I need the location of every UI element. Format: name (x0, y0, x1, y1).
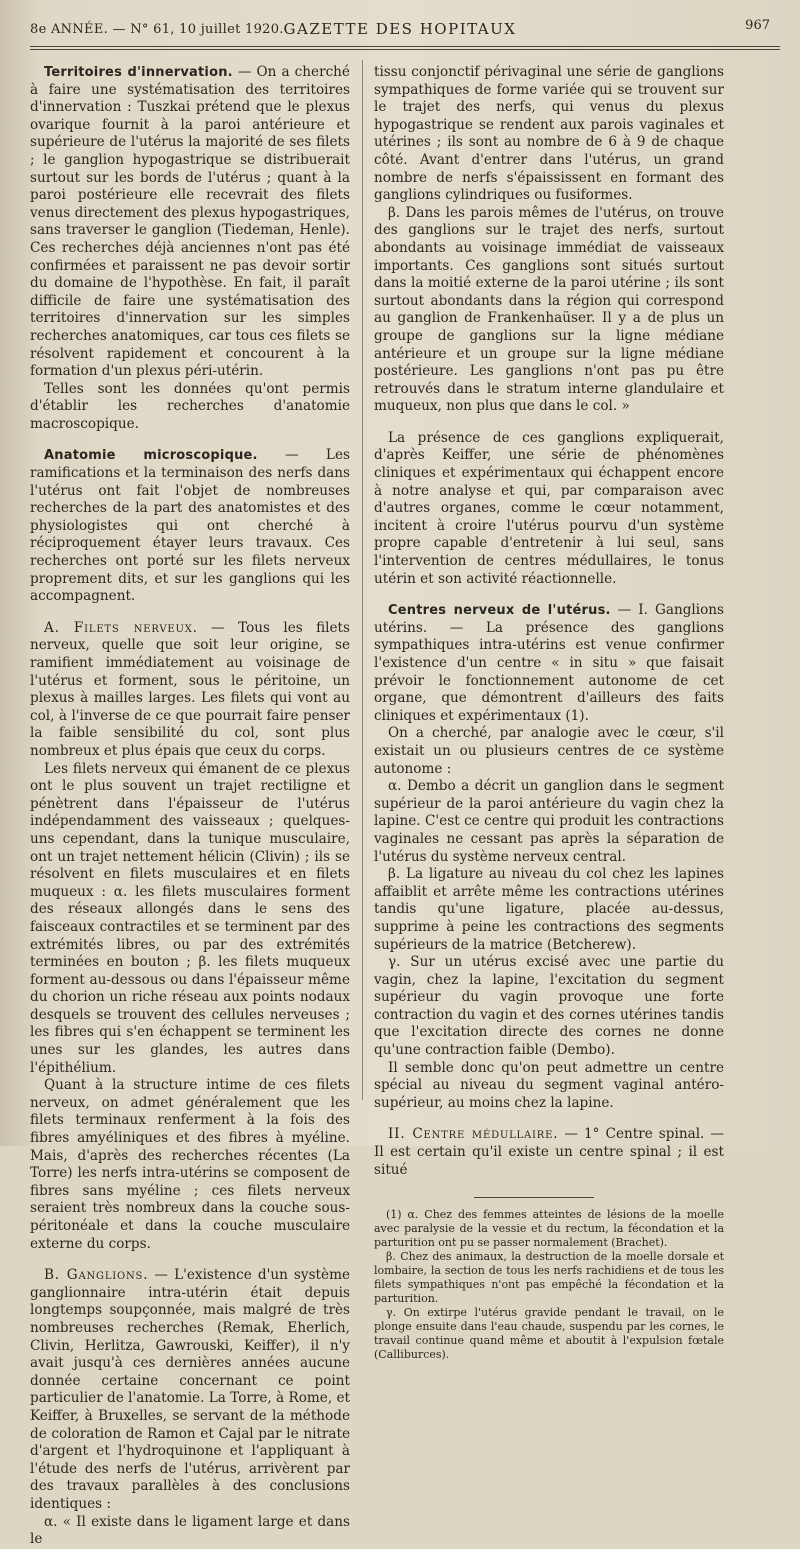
paragraph (30, 761, 350, 1078)
section-heading: Territoires d'innervation. (44, 65, 233, 80)
paragraph (30, 1077, 350, 1253)
paragraph-text: β. Dans les parois mêmes de l'utérus, on trouve des ganglions sur le trajet des nerfs, surtout abondants au voisinage immédiat de vaisseaux importants. Ces ganglions sont situés surtout dans la moitié externe de la paroi utérine ; ils sont surtout abondants dans la région qui correspond au ganglion de Frankenhaüser. Il y a de plus un groupe de ganglions sur la ligne médiane antérieure et un groupe sur la ligne médiane postérieure. Les ganglions n'ont pas pu être retrouvés dans le stratum interne glandulaire et muqueux, non plus que dans le col. » (374, 204, 724, 415)
paragraph (374, 1060, 724, 1113)
paragraph-text: Telles sont les données qu'ont permis d'établir les recherches d'anatomie macroscopique. (30, 380, 350, 432)
subsection-heading: B. Ganglions. (44, 1267, 149, 1284)
section-heading: Anatomie microscopique. (44, 448, 258, 464)
paragraph (374, 430, 724, 588)
paragraph (374, 64, 724, 205)
paragraph-text: tissu conjonctif périvaginal une série de ganglions sympathiques de forme variée qui se trouvent sur le trajet des nerfs, qui venus du plexus hypogastrique se rendent aux parois vaginales et utérines ; ils sont au nombre de 6 à 9 de chaque côté. Avant d'entrer dans l'utérus, un grand nombre de nerfs s'épaississent en formant des ganglions cylindriques ou fusiformes. (374, 64, 724, 204)
footnote: β. Chez des animaux, la destruction de la moelle dorsale et lombaire, la section de tous les nerfs rachidiens et de tous les filets sympathiques n'ont pas empêché la fécondation et la parturition. (374, 1250, 724, 1306)
section-heading: II. Centre médullaire. (388, 1126, 559, 1143)
header-rule-double (30, 49, 780, 50)
paragraph-text: La présence de ces ganglions expliquerait, d'après Keiffer, une série de phénomènes cliniques et expérimentaux qui échappent encore à notre analyse et qui, par comparaison avec d'autres organes, comme le cœur notamment, incitent à croire l'utérus pourvu d'un système propre capable d'entretenir à lui seul, sans l'intervention de centres médullaires, le tonus utérin et son activité réactionnelle. (374, 429, 724, 587)
paragraph (374, 778, 724, 866)
paragraph-text: — I. Ganglions utérins. — La présence des ganglions sympathiques intra-utérins est venue confirmer l'existence d'un centre « in situ » que faisait prévoir le fonctionnement autonome de cet organe, que démontrent d'ailleurs des faits cliniques et expérimentaux (1). (374, 602, 725, 724)
paragraph (374, 954, 724, 1060)
paragraph-text: — L'existence d'un système ganglionnaire intra-utérin était depuis longtemps soupçonnée, mais malgré de très nombreuses recherches (Remak, Eherlich, Clivin, Herlitza, Gawrouski, Keiffer), il n'y avait jusqu'à ces dernières années aucune donnée certaine concernant ce point particulier de l'anatomie. La Torre, à Rome, et Keiffer, à Bruxelles, se servant de la méthode de coloration de Ramon et Cajal par le nitrate d'argent et l'hydroquinone et l'appliquant à l'étude des nerfs de l'utérus, arrivèrent par des travaux parallèles à des conclusions identiques : (30, 1267, 350, 1512)
subsection-heading: A. Filets nerveux. (44, 619, 198, 636)
paragraph (374, 602, 724, 725)
paragraph-text: — Les ramifications et la terminaison des nerfs dans l'utérus ont fait l'objet de nombreuses recherches de la part des anatomistes et des physiologistes qui ont cherché à réciproquement étayer leurs travaux. Ces recherches ont porté sur les filets nerveux proprement dits, et sur les ganglions qui les accompagnent. (30, 447, 350, 605)
paragraph-text: α. « Il existe dans le ligament large et dans le (30, 1513, 350, 1548)
paragraph-text: γ. Sur un utérus excisé avec une partie du vagin, chez la lapine, l'excitation du segment supérieur du vagin provoque une forte contraction du vagin et des cornes utérines tandis que l'excitation directe des cornes ne donne qu'une contraction faible (Dembo). (374, 954, 724, 1059)
paragraph-text: On a cherché, par analogie avec le cœur, s'il existait un ou plusieurs centres de ce système autonome : (374, 725, 724, 777)
paragraph-text: — Tous les filets nerveux, quelle que soit leur origine, se ramifient immédiatement au voisinage de l'utérus et forment, sous le péritoine, un plexus à mailles larges. Les filets qui vont au col, à l'inverse de ce que pourrait faire penser la faible sensibilité du col, sont plus nombreux et plus épais que ceux du corps. (30, 619, 350, 759)
footnote: γ. On extirpe l'utérus gravide pendant le travail, on le plonge ensuite dans l'eau chaude, suspendu par les cornes, le travail continue quand même et aboutit à l'expulsion fœtale (Calliburces). (374, 1306, 724, 1362)
paragraph (30, 381, 350, 434)
paragraph (374, 205, 724, 416)
journal-title: GAZETTE DES HOPITAUX (283, 20, 517, 38)
issue-info: 8e ANNÉE. — N° 61, 10 juillet 1920. (30, 22, 284, 37)
paragraph (30, 64, 350, 381)
paragraph-text: Il semble donc qu'on peut admettre un centre spécial au niveau du segment vaginal antéro-supérieur, au moins chez la lapine. (374, 1059, 724, 1111)
column-divider (362, 60, 363, 1100)
left-column (30, 60, 350, 1548)
paragraph (30, 1267, 350, 1513)
right-column (374, 60, 725, 1362)
page-header (30, 18, 770, 42)
paragraph (374, 1126, 724, 1179)
paragraph-text: Quant à la structure intime de ces filets nerveux, on admet généralement que les filets terminaux renferment à la fois des fibres amyéliniques et des fibres à myéline. Mais, d'après des recherches récentes (La Torre) les nerfs intra-utérins se composent de fibres sans myéline ; ces filets nerveux seraient très nombreux dans la couche sous-péritonéale et dans la couche musculaire externe du corps. (30, 1077, 350, 1252)
paragraph (374, 866, 724, 954)
paragraph-text: Les filets nerveux qui émanent de ce plexus ont le plus souvent un trajet rectiligne et pénètrent dans l'épaisseur de l'utérus indépendamment des vaisseaux ; quelques-uns cependant, dans la tunique musculaire, ont un trajet nettement hélicin (Clivin) ; ils se résolvent en filets musculaires et en filets muqueux : α. les filets musculaires forment des réseaux allongés dans le sens des faisceaux contractiles et se terminent par des extrémités libres, ou par des extrémités terminées en bouton ; β. les filets muqueux forment au-dessous ou dans l'épaisseur même du chorion un riche réseau aux points nodaux desquels se trouvent des cellules nerveuses ; les fibres qui s'en échappent se terminent les unes sur les glandes, les autres dans l'épithélium. (30, 760, 350, 1076)
header-rule (30, 46, 780, 47)
page-number: 967 (745, 18, 770, 33)
paragraph (30, 447, 350, 605)
paragraph-text: α. Dembo a décrit un ganglion dans le segment supérieur de la paroi antérieure du vagin chez la lapine. C'est ce centre qui produit les contractions vaginales ne cessant pas après la séparation de l'utérus du système nerveux central. (374, 778, 724, 865)
paragraph-text: — 1° Centre spinal. — Il est certain qu'il existe un centre spinal ; il est situé (374, 1126, 725, 1178)
footnote-rule (474, 1197, 594, 1198)
paragraph (30, 620, 350, 761)
paragraph (30, 1514, 350, 1549)
paragraph-text: — On a cherché à faire une systématisation des territoires d'innervation : Tuszkai prétend que le plexus ovarique fournit à la paroi antérieure et supérieure de l'utérus la majorité de ses filets ; le ganglion hypogastrique se distribuerait surtout sur les bords de l'utérus ; quant à la paroi postérieure elle recevrait des filets venus directement des plexus hypogastriques, sans traverser le ganglion (Tiedeman, Henle). Ces recherches déjà anciennes n'ont pas été confirmées et paraissent ne pas devoir sortir du domaine de l'hypothèse. En fait, il paraît difficile de faire une systématisation des territoires d'innervation sur les simples recherches anatomiques, car tous ces filets se résolvent rapidement et concourent à la formation d'un plexus péri-utérin. (30, 64, 350, 380)
footnotes (374, 1208, 724, 1362)
section-heading: Centres nerveux de l'utérus. (388, 603, 611, 619)
footnote: (1) α. Chez des femmes atteintes de lésions de la moelle avec paralysie de la vessie et du rectum, la fécondation et la parturition ont pu se passer normalement (Brachet). (374, 1208, 724, 1250)
paragraph (374, 725, 724, 778)
paragraph-text: β. La ligature au niveau du col chez les lapines affaiblit et arrête même les contractions utérines tandis qu'une ligature, placée au-dessus, supprime à peine les contractions des segments supérieurs de la matrice (Betcherew). (374, 866, 724, 953)
